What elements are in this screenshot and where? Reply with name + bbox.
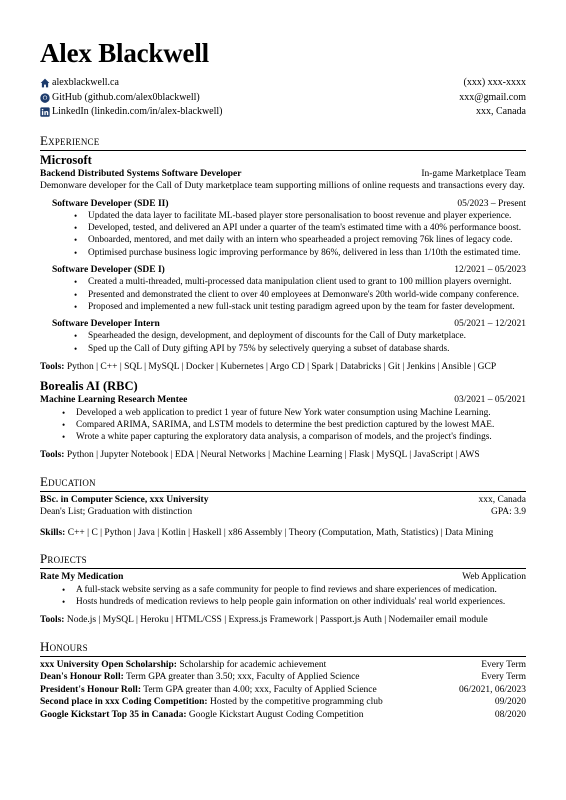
borealis-title-row [40,394,526,407]
degree: BSc. in Computer Science, xxx University [40,494,209,505]
honour-desc: Scholarship for academic achievement [176,659,327,670]
bullet-item: • Proposed and implemented a new full-stack unit testing paradigm agreed upon by the team for faster development. [88,301,526,313]
project-type: Web Application [462,572,526,583]
honour-desc: Term GPA greater than 3.50; xxx, Faculty of Applied Science [123,672,360,683]
microsoft-description: Demonware developer for the Call of Duty marketplace team supporting millions of online requests and transactions every day. [40,181,525,191]
bullet-item: • Hosts hundreds of medication reviews to help people gain information on other individuals' real world experiences. [76,596,526,608]
role-date: 05/2021 – 12/2021 [454,318,526,329]
bullet-item: • Wrote a white paper capturing the exploratory data analysis, a comparison of models, and the project's findings. [76,431,526,443]
role-date: 05/2023 – Present [457,198,526,209]
contact-left [40,76,223,120]
website-text: alexblackwell.ca [52,77,119,88]
microsoft-title-row [40,168,526,181]
role-bullets [52,210,526,259]
bullet-item: • Created a multi-threaded, multi-processed data manipulation client used to grant to 100 million players overnight. [88,276,526,288]
skills-list: C++ | C | Python | Java | Kotlin | Haskell | x86 Assembly | Theory (Computation, Math, Statistics) | Data Mining [67,527,494,538]
linkedin-link[interactable] [40,105,223,120]
honour-title: xxx University Open Scholarship: [40,659,177,670]
honour-date: 08/2020 [494,709,526,720]
honour-title: President's Honour Roll: [40,684,141,695]
honour-date: Every Term [481,672,526,683]
tools-list: Python | C++ | SQL | MySQL | Docker | Kubernetes | Argo CD | Spark | Databricks | Git | Jenkins | Ansible | GCP [66,361,497,372]
bullet-item: • Optimised purchase business logic improving performance by 86%, delivered in less than 1/10th the estimated time. [88,247,526,259]
role-sde1 [40,264,526,313]
bullet-item: • Compared ARIMA, SARIMA, and LSTM models to determine the best prediction captured by the lowest MAE. [76,419,526,431]
linkedin-text: LinkedIn (linkedin.com/in/alex-blackwell) [52,106,223,117]
education-note: Dean's List; Graduation with distinction [40,507,193,518]
company-microsoft: Microsoft [40,152,92,167]
project-row [40,571,526,584]
candidate-name: Alex Blackwell [40,38,209,68]
borealis-bullets [40,407,526,444]
bullet-item: • Updated the data layer to facilitate ML-based player store personalisation to boost revenue and player experience. [88,210,526,222]
microsoft-title: Backend Distributed Systems Software Developer [40,168,242,179]
borealis-tools [40,449,526,462]
project-name: Rate My Medication [40,572,124,583]
github-link[interactable] [40,91,223,106]
tools-label: Tools: [40,361,65,372]
microsoft-tools [40,361,526,374]
experience-heading: Experience [40,133,526,151]
phone-number: (xxx) xxx-xxxx [463,77,526,88]
honour-date: Every Term [481,659,526,670]
website-link[interactable] [40,76,223,91]
honour-date: 09/2020 [494,697,526,708]
github-text: GitHub (github.com/alex0blackwell) [52,91,200,103]
education-heading: Education [40,474,526,492]
tools-label: Tools: [40,450,65,461]
honour-desc: Hosted by the competitive programming club [207,697,383,708]
contact-block [40,76,526,120]
borealis-title: Machine Learning Research Mentee [40,395,188,406]
role-header [52,198,526,211]
role-title: Software Developer (SDE II) [52,198,169,209]
bullet-item: • Developed, tested, and delivered an API under a quarter of the team's estimated time with a 40% performance boost. [88,222,526,234]
education-location: xxx, Canada [478,494,526,505]
honour-title: Second place in xxx Coding Competition: [40,697,208,708]
projects-heading: Projects [40,551,526,569]
bullet-item: • Presented and demonstrated the client to over 40 employees at Demonware's 20th world-wide company conference. [88,289,526,301]
role-header [52,318,526,331]
role-title: Software Developer (SDE I) [52,264,165,275]
role-sde2 [40,198,526,259]
education-note-row [40,506,526,519]
company-borealis: Borealis AI (RBC) [40,379,138,394]
bullet-item: • Developed a web application to predict 1 year of future New York water consumption using Machine Learning. [76,407,526,419]
project-tools [40,614,526,627]
github-icon [40,93,50,103]
bullet-item: • A full-stack website serving as a safe community for people to find reviews and share experiences of medication. [76,584,526,596]
gpa: GPA: 3.9 [490,507,526,518]
honour-date: 06/2021, 06/2023 [458,684,526,695]
role-bullets [52,276,526,313]
bullet-item: • Onboarded, mentored, and met daily with an intern who spearheaded a project removing 76k lines of legacy code. [88,234,526,246]
role-title: Software Developer Intern [52,318,160,329]
honours-heading: Honours [40,639,526,657]
bullet-item: • Sped up the Call of Duty gifting API by 75% by selectively querying a subset of database shards. [88,343,526,355]
role-date: 12/2021 – 05/2023 [454,264,526,275]
honour-row [40,659,526,672]
honour-desc: Google Kickstart August Coding Competition [186,709,364,720]
tools-label: Tools: [40,615,65,626]
project-bullets [40,584,526,608]
role-header [52,264,526,277]
degree-row [40,494,526,507]
skills-label: Skills: [40,527,66,538]
honour-row [40,696,526,709]
bullet-item: • Spearheaded the design, development, and deployment of discounts for the Call of Duty marketplace. [88,330,526,342]
role-intern [40,318,526,355]
linkedin-icon [40,107,50,117]
honour-row [40,709,526,722]
tools-list: Node.js | MySQL | Heroku | HTML/CSS | Express.js Framework | Passport.js Auth | Nodemailer email module [66,615,488,626]
location: xxx, Canada [476,106,526,117]
email-address[interactable]: xxx@gmail.com [459,91,526,103]
honour-row [40,671,526,684]
borealis-date: 03/2021 – 05/2021 [454,395,526,406]
role-bullets [52,330,526,354]
home-icon [40,78,50,88]
honour-row [40,684,526,697]
honour-title: Dean's Honour Roll: [40,672,124,683]
honour-desc: Term GPA greater than 4.00; xxx, Faculty of Applied Science [141,684,377,695]
skills-line [40,527,526,540]
contact-right [459,76,526,120]
microsoft-team: In-game Marketplace Team [421,168,526,179]
honour-title: Google Kickstart Top 35 in Canada: [40,709,187,720]
tools-list: Python | Jupyter Notebook | EDA | Neural Networks | Machine Learning | Flask | MySQL | JavaScript | AWS [66,450,480,461]
